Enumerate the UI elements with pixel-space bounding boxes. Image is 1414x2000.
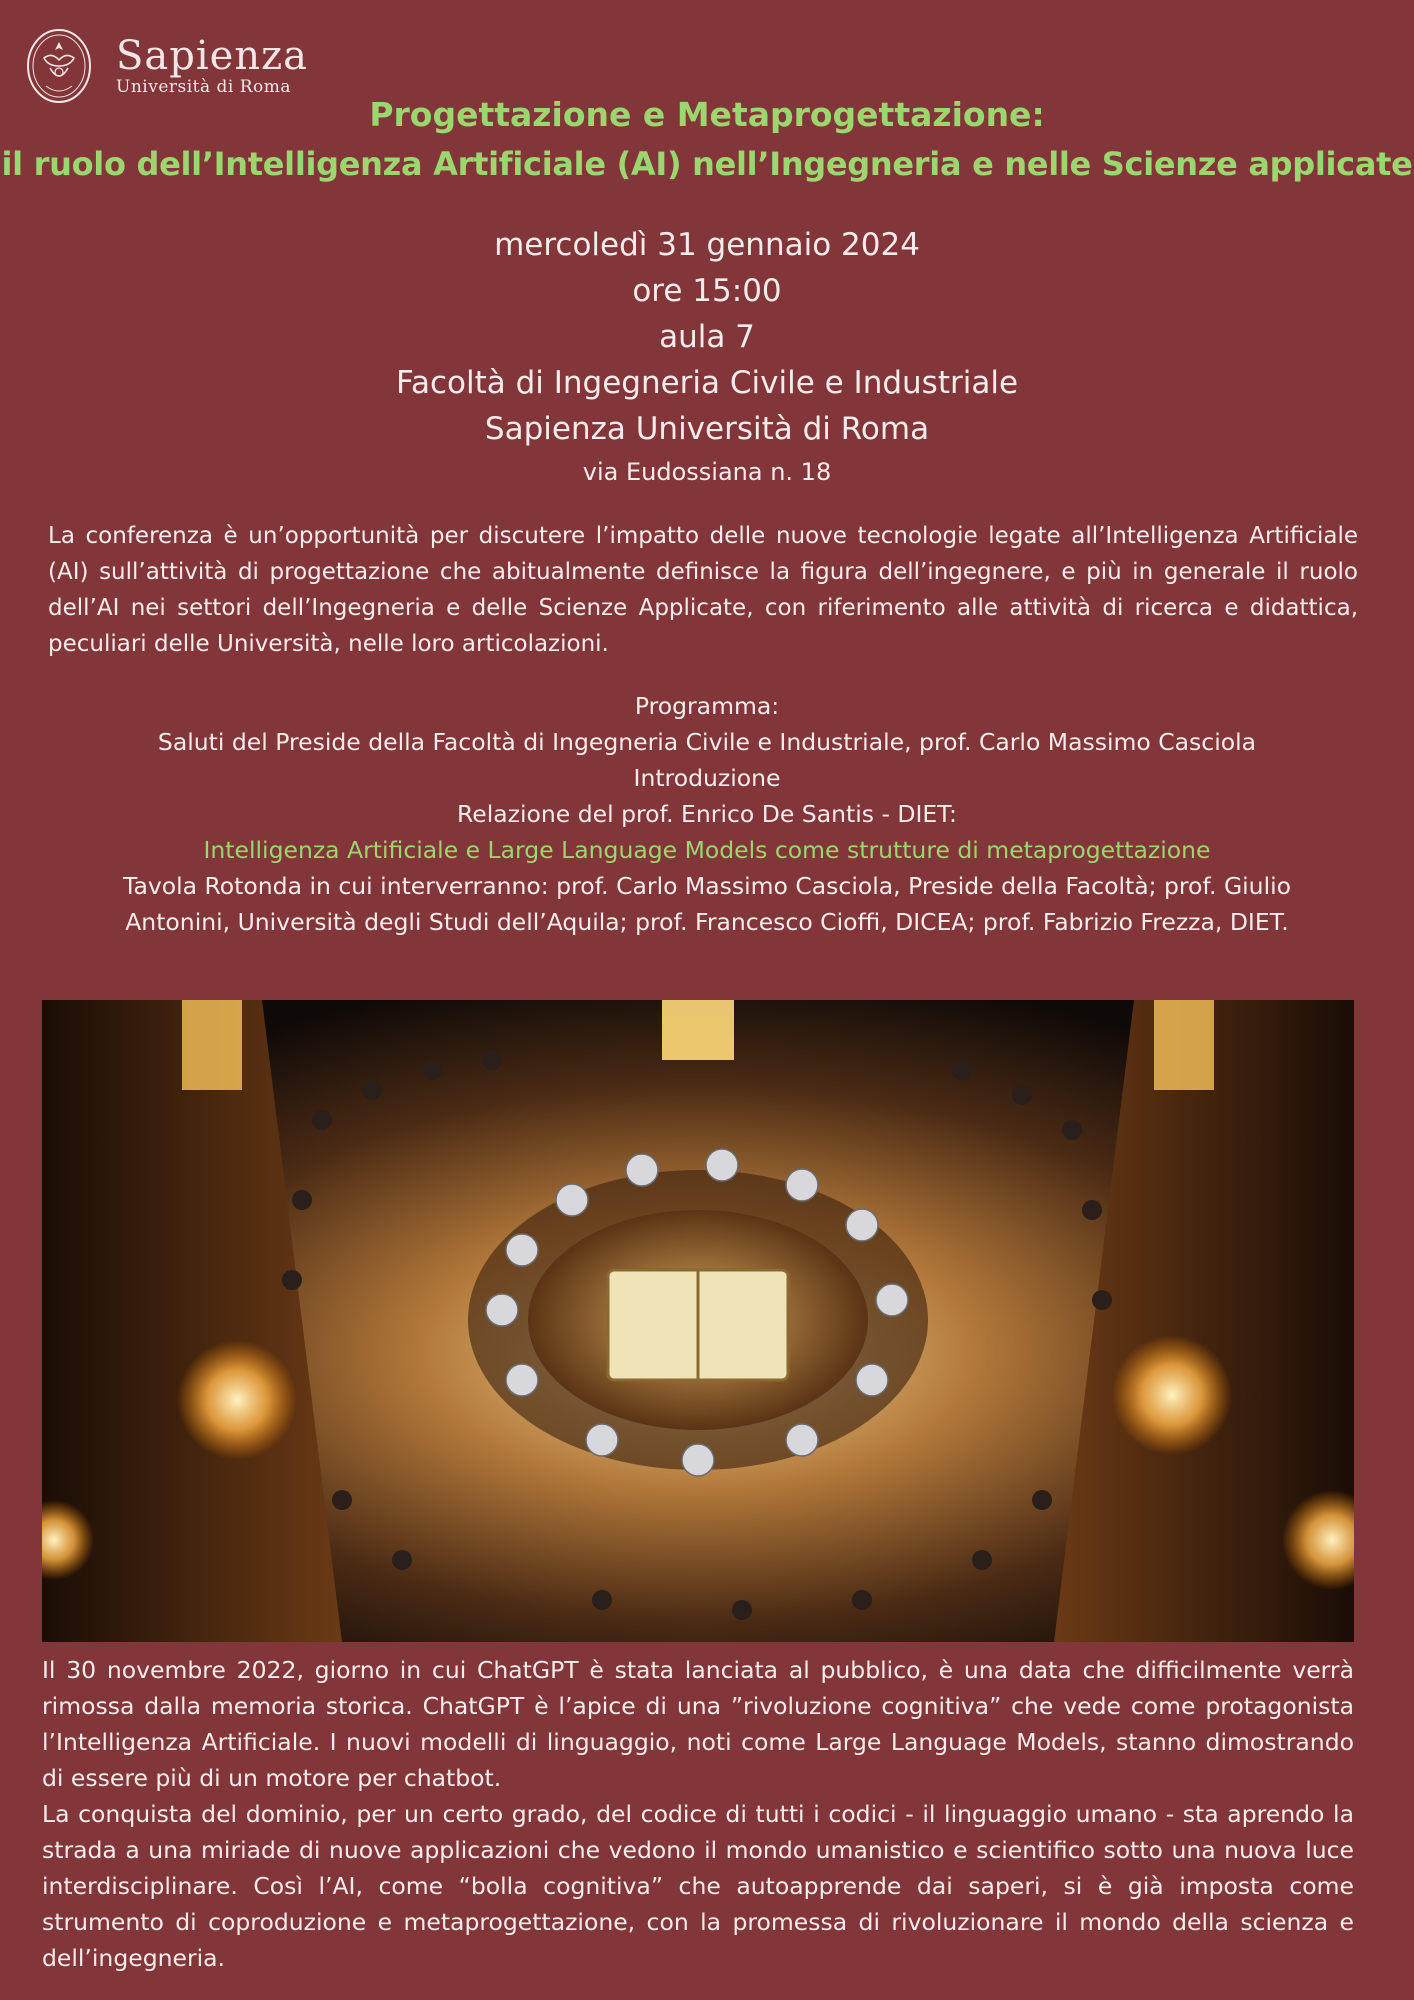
closing-text <box>42 1652 1354 1976</box>
program-talk: Relazione del prof. Enrico De Santis - DIET: <box>457 800 957 828</box>
event-info <box>0 222 1414 492</box>
event-time: ore 15:00 <box>632 273 782 309</box>
event-room: aula 7 <box>659 319 755 355</box>
robots-library-illustration <box>42 1000 1354 1642</box>
program-section <box>0 688 1414 940</box>
sapienza-logo <box>26 28 308 104</box>
logo-name: Sapienza <box>116 33 309 79</box>
title-line-1: Progettazione e Metaprogettazione: <box>369 95 1045 134</box>
logo-subtitle: Università di Roma <box>116 77 292 97</box>
event-date: mercoledì 31 gennaio 2024 <box>494 227 920 263</box>
event-university: Sapienza Università di Roma <box>484 411 930 447</box>
event-faculty: Facoltà di Ingegneria Civile e Industriale <box>395 365 1019 401</box>
program-round-table-2: Antonini, Università degli Studi dell’Aquila; prof. Francesco Cioffi, DICEA; prof. Fabrizio Frezza, DIET. <box>125 908 1289 936</box>
program-talk-title: Intelligenza Artificiale e Large Language Models come strutture di metaprogettazione <box>203 836 1211 864</box>
abstract-paragraph: La conferenza è un’opportunità per discutere l’impatto delle nuove tecnologie legate all’Intelligenza Artificiale (AI) sull’attività di progettazione che abitualmente definisce la figura dell’ingegnere, e più in generale il ruolo dell’AI nei settori dell’Ingegneria e delle Scienze Applicate, con riferimento alle attività di ricerca e didattica, peculiari delle Università, nelle loro articolazioni. <box>48 523 1358 657</box>
program-heading: Programma: <box>634 692 780 720</box>
event-address: via Eudossiana n. 18 <box>582 458 832 486</box>
program-greetings: Saluti del Preside della Facoltà di Ingegneria Civile e Industriale, prof. Carlo Massimo Casciola <box>157 728 1257 756</box>
illustration-svg <box>42 1000 1354 1642</box>
program-round-table-1: Tavola Rotonda in cui interverranno: prof. Carlo Massimo Casciola, Preside della Facoltà; prof. Giulio <box>122 872 1292 900</box>
program-intro: Introduzione <box>633 764 781 792</box>
closing-paragraph-2: La conquista del dominio, per un certo grado, del codice di tutti i codici - il linguaggio umano - sta aprendo la strada a una miriade di nuove applicazioni che vedono il mondo umanistico e scientifico sotto una nuova luce interdisciplinare. Così l’AI, come “bolla cognitiva” che autoapprende dai saperi, si è già imposta come strumento di coproduzione e metaprogettazione, con la promessa di rivoluzionare il mondo della scienza e dell’ingegneria. <box>42 1800 1354 1972</box>
closing-paragraph-1: Il 30 novembre 2022, giorno in cui ChatGPT è stata lanciata al pubblico, è una data che difficilmente verrà rimossa dalla memoria storica. ChatGPT è l’apice di una ”rivoluzione cognitiva” che vede come protagonista l’Intelligenza Artificiale. I nuovi modelli di linguaggio, noti come Large Language Models, stanno dimostrando di essere più di un motore per chatbot. <box>42 1656 1354 1792</box>
sapienza-seal-icon <box>26 28 92 104</box>
title-line-2: il ruolo dell’Intelligenza Artificiale (AI) nell’Ingegneria e nelle Scienze applicate <box>1 145 1413 183</box>
